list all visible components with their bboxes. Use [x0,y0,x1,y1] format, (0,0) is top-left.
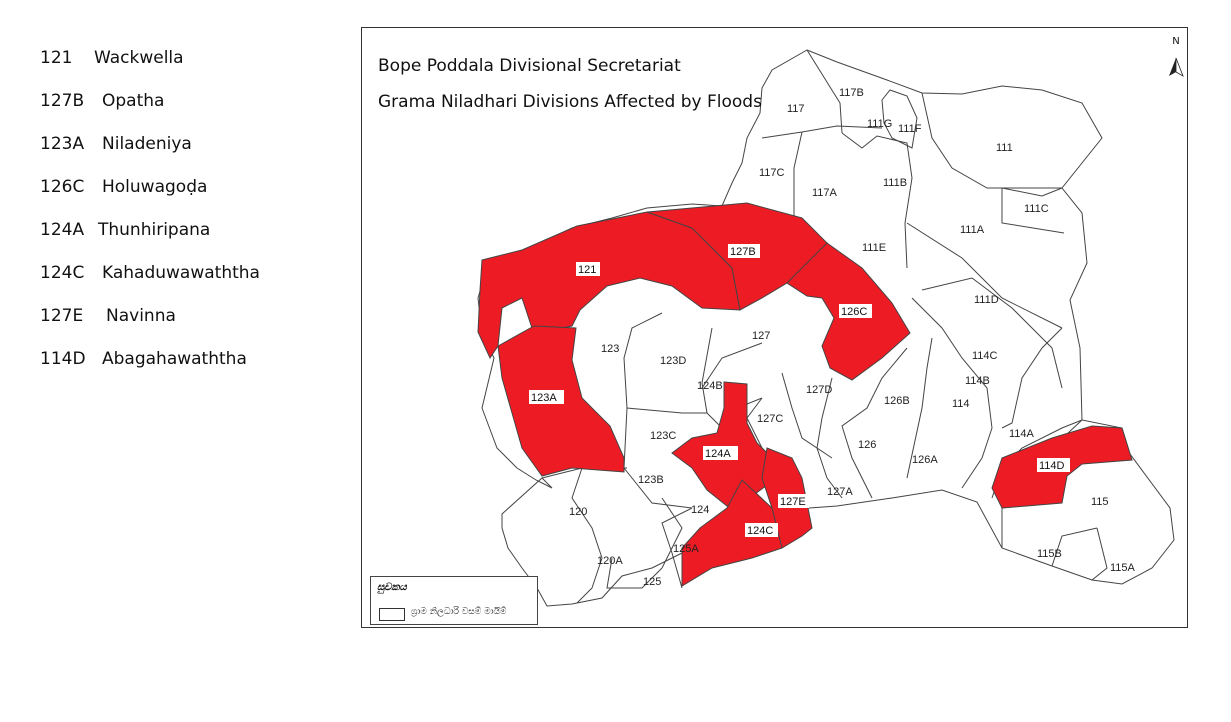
key-name: Opatha [102,91,165,111]
label-124A: 124A [705,448,731,460]
label-125A: 125A [673,543,699,555]
key-row-121 [40,44,260,87]
division-map [362,28,1187,627]
label-126C: 126C [841,306,868,318]
label-114C: 114C [972,350,998,362]
label-123A: 123A [531,392,557,404]
label-126: 126 [858,439,877,451]
key-name: Abagahawaththa [102,349,247,369]
label-111E: 111E [862,242,887,254]
label-126B: 126B [884,395,910,407]
label-127B: 127B [730,246,756,258]
key-code: 123A [40,134,85,154]
key-name: Thunhiripana [98,220,211,240]
key-name: Wackwella [94,48,184,68]
north-label: N [1172,36,1180,47]
label-117A: 117A [812,187,837,199]
label-124B: 124B [697,380,723,392]
label-111C: 111C [1024,203,1049,215]
label-115A: 115A [1110,562,1135,574]
key-code: 124C [40,263,85,283]
key-code: 126C [40,177,85,197]
label-123C: 123C [650,430,677,442]
label-117B: 117B [839,87,864,99]
key-row-124c [40,259,260,302]
division-key-list [40,44,260,388]
label-111: 111 [996,142,1013,154]
key-row-114d [40,345,260,388]
key-name: Navinna [106,306,176,326]
key-row-126c [40,173,260,216]
label-127D: 127D [806,384,833,396]
label-114B: 114B [965,375,990,387]
label-111G: 111G [867,118,893,130]
legend-swatch [379,608,405,621]
label-120: 120 [569,506,588,518]
label-127C: 127C [757,413,784,425]
label-117: 117 [787,103,805,115]
region-outline [478,50,1174,606]
map-frame [361,27,1188,628]
key-row-123a [40,130,260,173]
key-code: 127B [40,91,85,111]
label-126A: 126A [912,454,938,466]
north-arrow-icon [1169,58,1183,76]
key-row-124a [40,216,260,259]
label-115B: 115B [1037,548,1062,560]
label-117C: 117C [759,167,785,179]
label-114: 114 [952,398,970,410]
label-127E: 127E [780,496,806,508]
label-124: 124 [691,504,710,516]
legend-title: සුචකය [377,582,407,593]
label-111F: 111F [898,123,922,135]
map-title-line-2: Grama Niladhari Divisions Affected by Floods [378,92,762,112]
map-legend [370,576,538,625]
key-name: Holuwagoḍa [102,177,208,197]
key-code: 124A [40,220,85,240]
label-125: 125 [643,576,662,588]
key-name: Niladeniya [102,134,192,154]
legend-label: ග්‍රාම නිලධාරි වසම් මායිම් [411,607,507,617]
key-row-127b [40,87,260,130]
label-123: 123 [601,343,620,355]
key-row-127e [40,302,260,345]
map-title-line-1: Bope Poddala Divisional Secretariat [378,56,681,76]
label-124C: 124C [747,525,774,537]
label-111B: 111B [883,177,908,189]
label-111A: 111A [960,224,985,236]
label-120A: 120A [597,555,623,567]
label-127: 127 [752,330,771,342]
label-114A: 114A [1009,428,1034,440]
label-123B: 123B [638,474,664,486]
label-123D: 123D [660,355,687,367]
key-code: 121 [40,48,73,68]
label-121: 121 [578,264,597,276]
key-name: Kahaduwawaththa [102,263,260,283]
label-111D: 111D [974,294,999,306]
key-code: 114D [40,349,86,369]
label-115: 115 [1091,496,1109,508]
label-127A: 127A [827,486,853,498]
label-114D: 114D [1039,460,1065,472]
key-code: 127E [40,306,84,326]
